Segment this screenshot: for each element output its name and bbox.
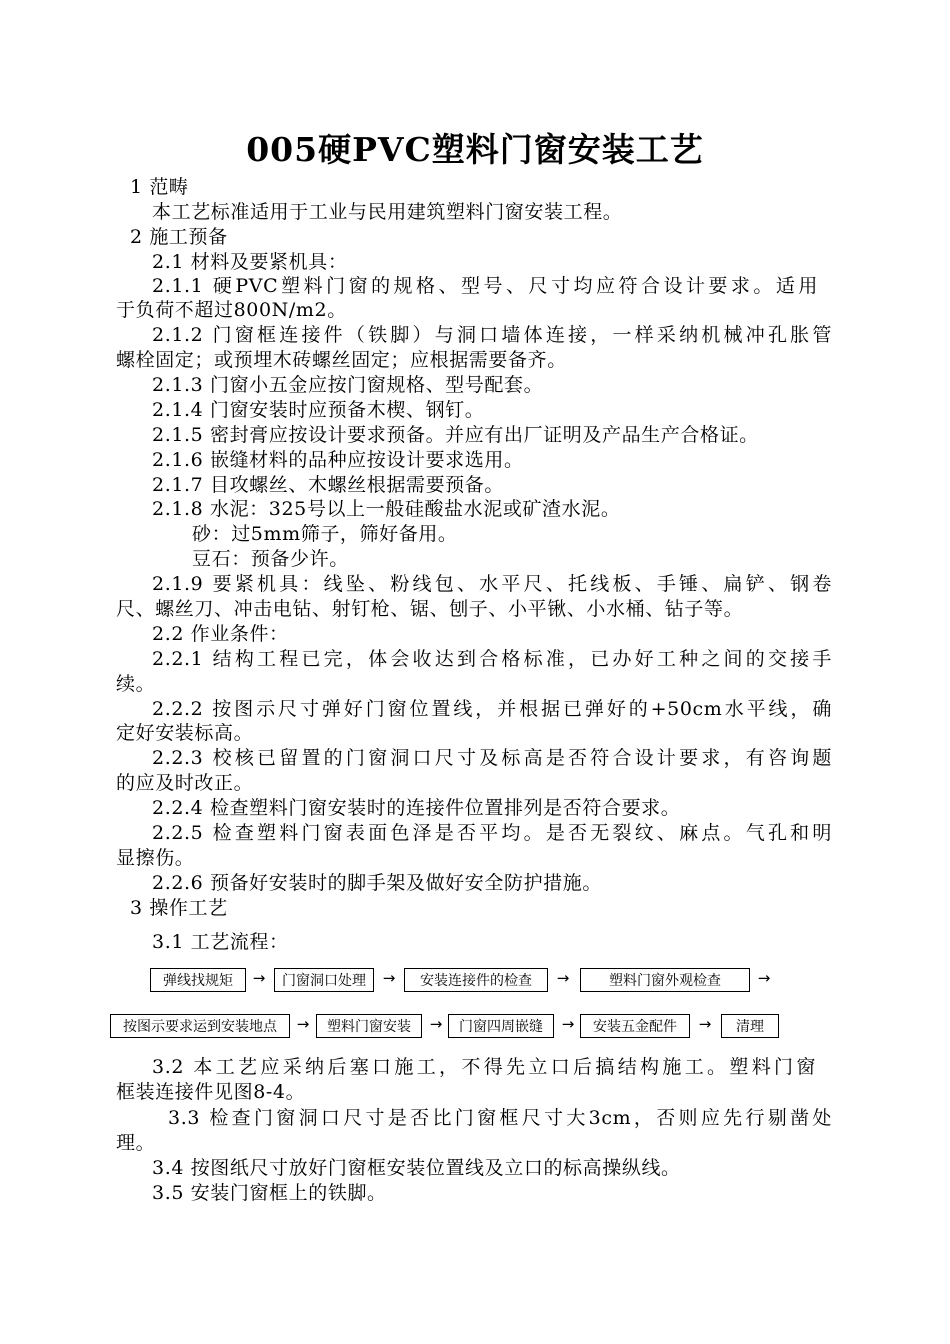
paragraph-line: 螺栓固定；或预埋木砖螺丝固定；应根据需要备齐。 — [116, 349, 567, 371]
flow-step: 门窗四周嵌缝 — [448, 1014, 554, 1038]
paragraph-line: 2.1.3 门窗小五金应按门窗规格、型号配套。 — [152, 374, 544, 396]
paragraph-line: 2.1.6 嵌缝材料的品种应按设计要求选用。 — [152, 449, 524, 471]
paragraph-line: 2.1.9 要紧机具：线坠、粉线包、水平尺、托线板、手锤、扁铲、钢卷 — [152, 573, 832, 595]
paragraph-line: 3.2 本工艺应采纳后塞口施工，不得先立口后搞结构施工。塑料门窗 — [152, 1056, 816, 1078]
paragraph-line: 2.1.5 密封膏应按设计要求预备。并应有出厂证明及产品生产合格证。 — [152, 424, 759, 446]
paragraph-line: 本工艺标准适用于工业与民用建筑塑料门窗安装工程。 — [152, 201, 623, 223]
section-heading: 3 操作工艺 — [130, 897, 228, 919]
paragraph-line: 3.4 按图纸尺寸放好门窗框安装位置线及立口的标高操纵线。 — [152, 1157, 681, 1179]
flow-step: 塑料门窗外观检查 — [580, 968, 750, 992]
paragraph-line: 定好安装标高。 — [116, 722, 254, 744]
paragraph-line: 2.2.1 结构工程已完，体会收达到合格标准，已办好工种之间的交接手 — [152, 648, 832, 670]
arrow-right-icon: → — [429, 1015, 443, 1033]
paragraph-line: 2.1.1 硬PVC塑料门窗的规格、型号、尺寸均应符合设计要求。适用 — [152, 275, 818, 297]
paragraph-line: 2.1.2 门窗框连接件（铁脚）与洞口墙体连接，一样采纳机械冲孔胀管 — [152, 324, 832, 346]
paragraph-line: 3.3 检查门窗洞口尺寸是否比门窗框尺寸大3cm，否则应先行剔凿处 — [168, 1107, 832, 1129]
flow-step: 安装连接件的检查 — [404, 968, 548, 992]
flow-step: 安装五金配件 — [580, 1014, 690, 1038]
paragraph-line: 2.2.6 预备好安装时的脚手架及做好安全防护措施。 — [152, 872, 602, 894]
paragraph-line: 的应及时改正。 — [116, 772, 254, 794]
paragraph-line: 2.1.7 目攻螺丝、木螺丝根据需要预备。 — [152, 474, 504, 496]
section-heading: 2 施工预备 — [130, 226, 228, 248]
paragraph-line: 2.1.8 水泥：325号以上一般硅酸盐水泥或矿渣水泥。 — [152, 498, 621, 520]
paragraph-line: 续。 — [116, 673, 156, 695]
paragraph-line: 2.2.3 校核已留置的门窗洞口尺寸及标高是否符合设计要求，有咨询题 — [152, 747, 832, 769]
paragraph-line: 尺、螺丝刀、冲击电钻、射钉枪、锯、刨子、小平锹、小水桶、钻子等。 — [116, 598, 744, 620]
paragraph-line: 砂：过5mm筛子，筛好备用。 — [192, 523, 458, 545]
paragraph-line: 显擦伤。 — [116, 847, 195, 869]
subsection-heading: 3.1 工艺流程： — [152, 931, 289, 953]
paragraph-line: 理。 — [116, 1132, 156, 1154]
subsection-heading: 2.1 材料及要紧机具： — [152, 251, 348, 273]
section-heading: 1 范畴 — [130, 176, 189, 198]
document-title: 005硬PVC塑料门窗安装工艺 — [246, 130, 704, 169]
paragraph-line: 3.5 安装门窗框上的铁脚。 — [152, 1182, 387, 1204]
arrow-right-icon: → — [757, 969, 771, 987]
paragraph-line: 2.2.2 按图示尺寸弹好门窗位置线，并根据已弹好的+50cm水平线，确 — [152, 698, 832, 720]
paragraph-line: 框装连接件见图8-4。 — [116, 1081, 306, 1103]
arrow-right-icon: → — [561, 1015, 575, 1033]
flow-step: 门窗洞口处理 — [274, 968, 374, 992]
paragraph-line: 2.2.4 检查塑料门窗安装时的连接件位置排列是否符合要求。 — [152, 797, 681, 819]
arrow-right-icon: → — [296, 1015, 310, 1033]
arrow-right-icon: → — [698, 1015, 712, 1033]
flow-step: 按图示要求运到安装地点 — [110, 1014, 290, 1038]
paragraph-line: 于负荷不超过800N/m2。 — [116, 299, 347, 321]
flow-step: 塑料门窗安装 — [316, 1014, 422, 1038]
paragraph-line: 2.2.5 检查塑料门窗表面色泽是否平均。是否无裂纹、麻点。气孔和明 — [152, 822, 832, 844]
flow-step: 清理 — [721, 1014, 779, 1038]
arrow-right-icon: → — [252, 969, 266, 987]
flow-step: 弹线找规矩 — [150, 968, 246, 992]
subsection-heading: 2.2 作业条件： — [152, 623, 289, 645]
paragraph-line: 豆石：预备少许。 — [192, 548, 349, 570]
arrow-right-icon: → — [382, 969, 396, 987]
arrow-right-icon: → — [556, 969, 570, 987]
paragraph-line: 2.1.4 门窗安装时应预备木楔、钢钉。 — [152, 399, 485, 421]
